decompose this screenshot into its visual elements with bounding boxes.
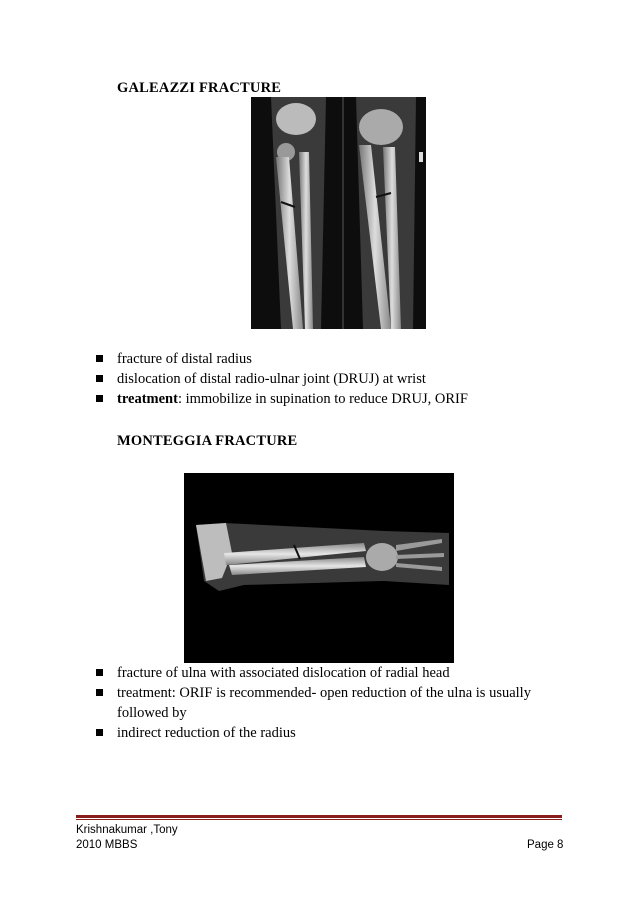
list-item: treatment: ORIF is recommended- open reduction of the ulna is usually followed by [96, 683, 566, 723]
list-item: treatment: immobilize in supination to reduce DRUJ, ORIF [96, 389, 566, 409]
bullet-square-icon [96, 395, 103, 402]
treatment-label: treatment [117, 391, 178, 407]
footer-year: 2010 MBBS [76, 839, 138, 851]
footer-divider [76, 815, 562, 818]
galeazzi-xray-image [251, 97, 426, 329]
bullet-square-icon [96, 729, 103, 736]
monteggia-heading: MONTEGGIA FRACTURE [117, 433, 298, 449]
monteggia-bullet-list [96, 663, 566, 743]
list-item: indirect reduction of the radius [96, 723, 566, 743]
page-number: Page 8 [527, 839, 564, 851]
list-item: dislocation of distal radio-ulnar joint (DRUJ) at wrist [96, 369, 566, 389]
monteggia-xray-image [184, 473, 454, 663]
footer-author: Krishnakumar ,Tony [76, 824, 178, 836]
bullet-square-icon [96, 669, 103, 676]
bullet-square-icon [96, 355, 103, 362]
bullet-square-icon [96, 689, 103, 696]
bullet-square-icon [96, 375, 103, 382]
footer-divider-thin [76, 819, 562, 820]
list-item: fracture of ulna with associated dislocation of radial head [96, 663, 566, 683]
galeazzi-bullet-list [96, 349, 566, 409]
galeazzi-heading: GALEAZZI FRACTURE [117, 80, 282, 96]
list-item: fracture of distal radius [96, 349, 566, 369]
